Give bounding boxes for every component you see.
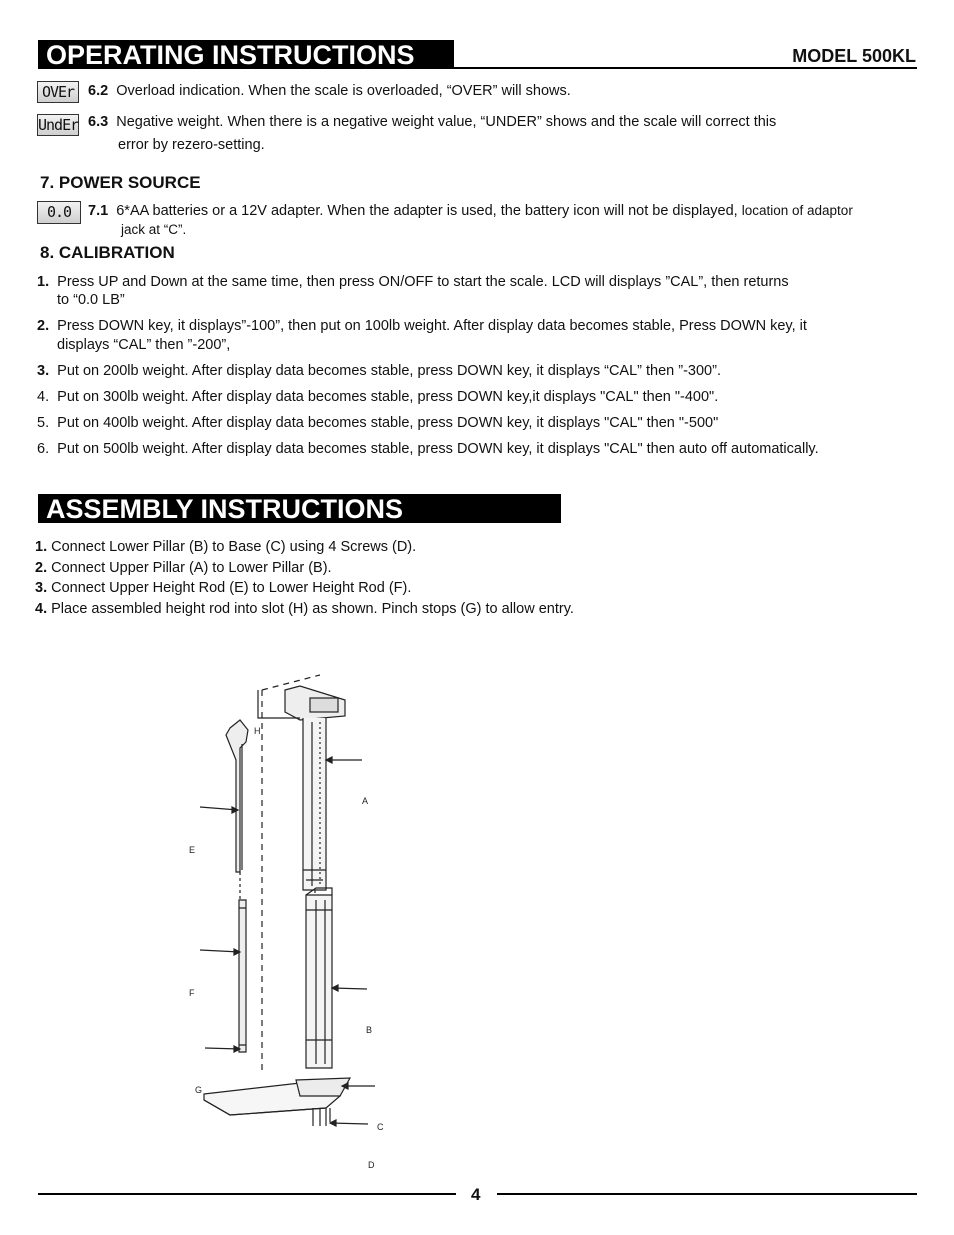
- calibration-heading: 8. CALIBRATION: [40, 243, 175, 262]
- item-6-3-cont: error by rezero-setting.: [118, 137, 265, 153]
- diagram-label-e: E: [189, 845, 196, 855]
- diagram-label-h: H: [254, 726, 261, 736]
- diagram-label-f: F: [189, 988, 195, 998]
- power-source-heading: 7. POWER SOURCE: [40, 173, 201, 192]
- diagram-label-d: D: [368, 1160, 375, 1170]
- page-number: 4: [471, 1185, 481, 1204]
- assembly-step-1: 1. Connect Lower Pillar (B) to Base (C) using 4 Screws (D).: [35, 539, 417, 555]
- footer-rule-left: [38, 1193, 456, 1195]
- footer-rule-right: [497, 1193, 917, 1195]
- calibration-step-1-cont: to “0.0 LB”: [57, 292, 125, 308]
- diagram-label-g: G: [195, 1085, 203, 1095]
- model-label: MODEL 500KL: [792, 46, 916, 66]
- lower-pillar-b: [306, 895, 332, 1068]
- zero-display-icon: 0.0: [37, 201, 81, 224]
- assembly-step-3: 3. Connect Upper Height Rod (E) to Lower Height Rod (F).: [35, 580, 412, 596]
- calibration-step-5: 5. Put on 400lb weight. After display data becomes stable, press DOWN key, it displays "CAL" then "-500": [37, 415, 719, 431]
- lower-height-rod-f: [239, 900, 246, 1052]
- operating-instructions-title: OPERATING INSTRUCTIONS: [38, 40, 454, 69]
- under-display-icon: UndEr: [38, 116, 79, 134]
- diagram-label-b: B: [366, 1025, 373, 1035]
- upper-height-rod-e: [226, 720, 248, 872]
- calibration-step-1: 1. Press UP and Down at the same time, then press ON/OFF to start the scale. LCD will displays ”CAL”, then returns: [37, 274, 789, 290]
- item-6-3: 6.3 Negative weight. When there is a negative weight value, “UNDER” shows and the scale will correct this: [88, 114, 777, 130]
- assembly-step-4: 4. Place assembled height rod into slot (H) as shown. Pinch stops (G) to allow entry.: [35, 601, 574, 617]
- diagram-label-c: C: [377, 1122, 384, 1132]
- diagram-label-a: A: [362, 796, 369, 806]
- assembly-instructions-title: ASSEMBLY INSTRUCTIONS: [38, 494, 561, 523]
- calibration-step-6: 6. Put on 500lb weight. After display data becomes stable, press DOWN key, it displays "CAL" then auto off automatically.: [37, 441, 819, 457]
- calibration-step-4: 4. Put on 300lb weight. After display data becomes stable, press DOWN key,it displays "CAL" then "-400".: [37, 389, 719, 405]
- item-7-1: 7.1 6*AA batteries or a 12V adapter. When the adapter is used, the battery icon will not be displayed, location of adaptor: [88, 203, 853, 219]
- calibration-step-2: 2. Press DOWN key, it displays”-100”, then put on 100lb weight. After display data becomes stable, Press DOWN key, it: [37, 318, 807, 334]
- screws-d: [313, 1108, 330, 1126]
- calibration-step-2-cont: displays “CAL” then ”-200”,: [57, 337, 231, 353]
- calibration-step-3: 3. Put on 200lb weight. After display data becomes stable, press DOWN key, it displays “CAL” then ”-300”.: [37, 363, 721, 379]
- item-7-1-cont: jack at “C”.: [121, 222, 187, 237]
- item-6-2: 6.2 Overload indication. When the scale is overloaded, “OVER” will shows.: [88, 83, 571, 99]
- assembly-step-2: 2. Connect Upper Pillar (A) to Lower Pillar (B).: [35, 560, 332, 576]
- over-display-icon: OVEr: [37, 81, 79, 103]
- upper-pillar-a: [303, 718, 326, 890]
